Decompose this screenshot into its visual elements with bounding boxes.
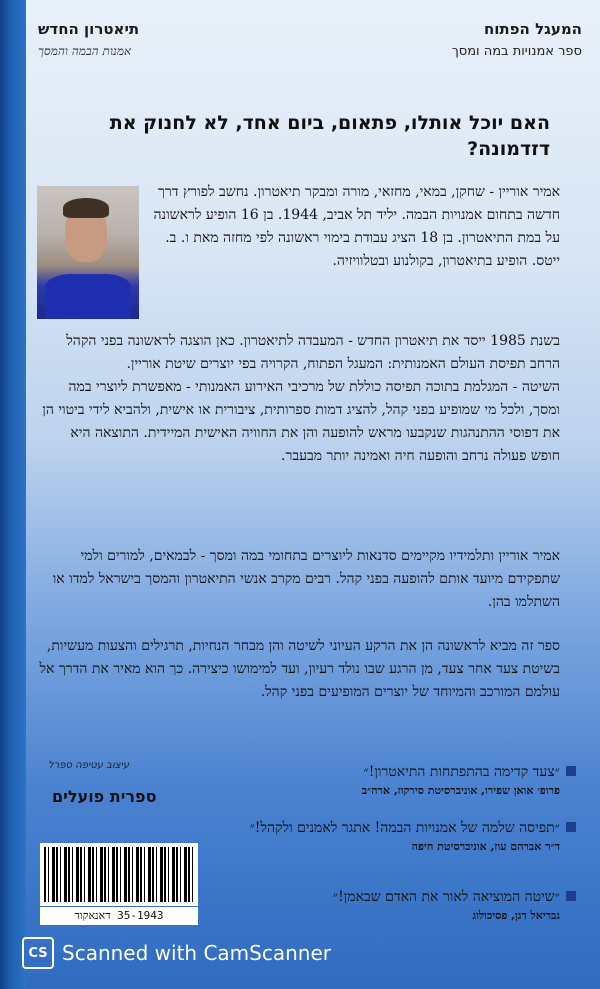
bullet-square-icon [566, 891, 576, 901]
theatre-founding-paragraph [38, 330, 560, 468]
bullet-square-icon [566, 822, 576, 832]
cover-design-credit: עיצוב עטיפה ספרל [48, 760, 130, 771]
paragraph-3: השיטה - המגלמת בתוכה תפיסה כוללת של מרכיבי האירוע האמנותי - מאפשרת ליוצרי במה ומסך, ולכל מי שמופיע בפני קהל, להציג דמות ספרותית, ציבורית או אישית, ולהביא לידי ביטוי הן את דפוסי ההתנהגות שנקבעו מראש להופעה והן את החוויה האישית המיידית. התוצאה היא חופש פעולה נרחב והופעה חיה ואמינה יותר מבעבר. [42, 379, 560, 464]
barcode [40, 843, 198, 906]
endorsement-quote [140, 818, 560, 853]
camscanner-logo-icon: CS [22, 937, 54, 969]
book-spine [0, 0, 26, 989]
theatre-tagline: אמנות הבמה והמסך [38, 44, 132, 58]
series-title: המעגל הפתוח [483, 20, 582, 38]
quote-source: פרופ׳ אואן שפירו, אוניברסיטת סירקוז, ארה״ב [361, 784, 560, 797]
bullet-square-icon [566, 766, 576, 776]
headline: האם יוכל אותלו, פתאום, ביום אחד, לא לחנוק את דזדמונה? [109, 112, 550, 160]
barcode-number: 35-1943 דאנאקוד [40, 907, 198, 925]
publisher-name: ספרית פועלים [52, 787, 157, 806]
theatre-name: תיאטרון החדש [38, 20, 140, 38]
quote-text: ״תפיסה שלמה של אמנויות הבמה! אתגר לאמנים ולקהל!״ [249, 820, 560, 836]
photo-shirt [45, 274, 131, 319]
camscanner-text: Scanned with CamScanner [62, 941, 331, 965]
camscanner-watermark [22, 936, 331, 970]
quote-text: ״שיטה המוציאה לאור את האדם שבאמן!״ [332, 889, 560, 905]
quote-text: ״צעד קדימה בהתפתחות התיאטרון!״ [363, 764, 560, 780]
author-bio-paragraph: אמיר אוריין - שחקן, במאי, מחזאי, מורה ומבקר תיאטרון. נחשב לפורץ דרך חדשה בתחום אמנויות הבמה. יליד תל אביב, 1944. בן 16 הופיע לראשונה על במת התיאטרון. בן 18 הציג עבודת בימוי ראשונה לפי מחזה מאת ו. ב. ייטס. הופיע בתיאטרון, בקולנוע ובטלוויזיה. [153, 184, 560, 269]
author-photo [37, 186, 139, 319]
book-description-paragraph: ספר זה מביא לראשונה הן את הרקע העיוני לשיטה והן מבחר הנחיות, תרגילים והצעות מעשיות, בשיטת צעד אחר צעד, מן הרגע שבו נולד רעיון, ועד למימושו כיצירה. כך הוא מאיר את הדרך אל עולמם המורכב והמיוחד של יוצרים המופיעים בפני קהל. [39, 638, 560, 700]
series-subtitle: ספר אמנויות במה ומסך [451, 44, 582, 59]
endorsement-quote [140, 887, 560, 922]
photo-hair [63, 198, 109, 218]
quote-source: ד״ר אברהם עוז, אוניברסיטת חיפה [411, 840, 560, 853]
quote-source: גבריאל דגן, פסיכולוג [472, 909, 560, 922]
paragraph-2: בשנת 1985 ייסד את תיאטרון החדש - המעבדה לתיאטרון. כאן הוצגה לראשונה בפני הקהל הרחב תפיסת העולם האמנותית: המעגל הפתוח, הקרויה בפי יוצרים שיטת אוריין. [66, 333, 560, 372]
cover-header [30, 12, 582, 82]
workshops-paragraph: אמיר אוריין ותלמידיו מקיימים סדנאות ליוצרים בתחומי במה ומסך - לבמאים, למורים ולמי שתפקידם מיועד אותם להופעה בפני קהל. רבים מקרב אנשי התיאטרון והמסך בישראל למדו או השתלמו בהן. [52, 548, 560, 610]
endorsement-quote [140, 762, 560, 797]
